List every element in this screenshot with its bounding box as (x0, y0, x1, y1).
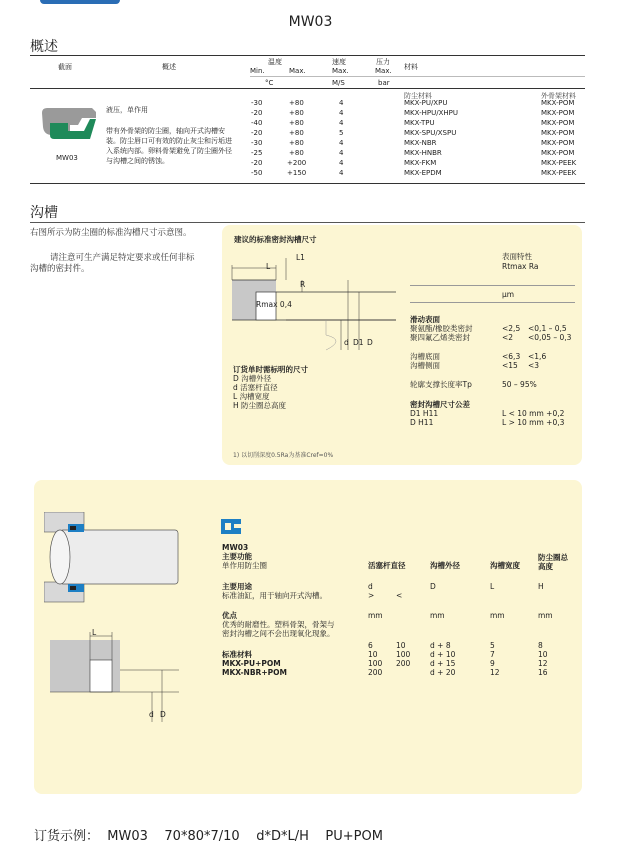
row-frame: MKX-POM (541, 119, 575, 127)
tol-row-label: D1 H11 (410, 409, 439, 418)
size-H: 12 (538, 659, 548, 668)
row-speed: 4 (339, 109, 344, 117)
material-1: MKX-PU+POM (222, 659, 281, 668)
dim-R: R (300, 280, 306, 289)
groove-row-label: 沟槽底面 (410, 352, 440, 361)
unit-mm-width: mm (490, 611, 505, 620)
advantages-line1: 优秀的耐磨性。塑料骨架，骨架与 (222, 620, 335, 629)
slide-row-label: 聚氨酯/橡胶类密封 (410, 324, 473, 333)
size-L: 9 (490, 659, 495, 668)
material-2: MKX-NBR+POM (222, 668, 287, 677)
row-min: -30 (251, 139, 263, 147)
unit-pressure: bar (378, 79, 390, 87)
row-max: +80 (289, 139, 304, 147)
surface-params: Rtmax Ra (502, 262, 539, 271)
row-speed: 5 (339, 129, 344, 137)
top-accent-bar (40, 0, 120, 4)
overview-long: 带有外骨架的防尘圈，轴向开式沟槽安装。防尘唇口可有效的防止灰尘和污垢进入系统内部。卵料骨架避免了防尘圈外径与沟槽之间的锈蚀。 (106, 127, 232, 165)
header-material: 材料 (404, 63, 418, 71)
col-rod-diameter: 活塞杆直径 (368, 561, 406, 570)
row-dust: MKX-HPU/XHPU (404, 109, 458, 117)
groove-row-rt: <6,3 (502, 352, 521, 361)
row-speed: 4 (339, 149, 344, 157)
order-dim-item: L 沟槽宽度 (233, 392, 270, 401)
dim-D1: D1 (353, 338, 364, 347)
row-frame: MKX-POM (541, 109, 575, 117)
dim-Rmax: Rmax 0,4 (256, 300, 292, 309)
header-pressure-max: Max. (375, 67, 392, 75)
overview-short: 液压，单作用 (106, 106, 148, 114)
groove-row-ra: <1,6 (528, 352, 547, 361)
row-dust: MKX-FKM (404, 159, 437, 167)
row-min: -25 (251, 149, 263, 157)
size-H: 10 (538, 650, 548, 659)
groove-footnote: 1) 以切削深度0.5Ra为基准Cref=0% (233, 452, 334, 459)
row-dust: MKX-TPU (404, 119, 435, 127)
groove-intro-1: 右图所示为防尘圈的标准沟槽尺寸示意图。 (30, 228, 192, 238)
groove-intro-2: 请注意可生产满足特定要求或任何非标沟槽的密封件。 (30, 253, 195, 274)
section2-rule (30, 222, 585, 223)
size-d-to: 10 (396, 641, 406, 650)
groove-diagram (226, 250, 406, 360)
row-dust: MKX-NBR (404, 139, 437, 147)
order-dim-item: H 防尘圈总高度 (233, 401, 287, 410)
row-speed: 4 (339, 139, 344, 147)
row-speed: 4 (339, 99, 344, 107)
order-example: 订货示例： MW03 70*80*7/10 d*D*L/H PU+POM (34, 829, 383, 844)
size-d-to: 100 (396, 650, 411, 659)
seal-profile-icon (220, 518, 242, 535)
header-speed-max: Max. (332, 67, 349, 75)
size-d-from: 10 (368, 650, 378, 659)
sym-L: L (490, 582, 495, 591)
row-max: +200 (287, 159, 307, 167)
row-dust: MKX-HNBR (404, 149, 442, 157)
standard-material-title: 标准材料 (222, 650, 252, 659)
sym-D: D (430, 582, 436, 591)
order-dim-item: D 沟槽外径 (233, 374, 272, 383)
surface-divider-2 (410, 302, 575, 303)
main-function: 单作用防尘圈 (222, 561, 267, 570)
main-function-title: 主要功能 (222, 552, 252, 561)
size-D: d + 20 (430, 668, 456, 677)
slide-row-ra: <0,05 – 0,3 (528, 333, 572, 342)
size-L: 12 (490, 668, 500, 677)
slide-row-label: 聚四氟乙烯类密封 (410, 333, 470, 342)
row-max: +80 (289, 99, 304, 107)
unit-mm-height: mm (538, 611, 553, 620)
col-seal-height: 防尘圈总高度 (538, 553, 568, 571)
header-section: 截面 (58, 63, 72, 71)
groove-row-rt: <15 (502, 361, 518, 370)
tol-row-value: L < 10 mm +0,2 (502, 409, 565, 418)
row-frame: MKX-PEEK (541, 169, 577, 177)
header-temp-max: Max. (289, 67, 306, 75)
sym-H: H (538, 582, 544, 591)
size-d-from: 6 (368, 641, 373, 650)
col-groove-outer: 沟槽外径 (430, 561, 460, 570)
tol-row-label: D H11 (410, 418, 434, 427)
row-speed: 4 (339, 169, 344, 177)
size-D: d + 8 (430, 641, 451, 650)
row-frame: MKX-POM (541, 129, 575, 137)
size-d-to: 200 (396, 659, 411, 668)
size-L: 5 (490, 641, 495, 650)
size-D: d + 15 (430, 659, 456, 668)
row-speed: 4 (339, 159, 344, 167)
tol-row-value: L > 10 mm +0,3 (502, 418, 565, 427)
size-H: 16 (538, 668, 548, 677)
row-min: -20 (251, 129, 263, 137)
use-title: 主要用途 (222, 582, 252, 591)
row-max: +80 (289, 129, 304, 137)
col-groove-width: 沟槽宽度 (490, 561, 520, 570)
row-min: -30 (251, 99, 263, 107)
use-text: 标准油缸，用于轴向开式沟槽。 (222, 591, 327, 600)
size-d-from: 200 (368, 668, 383, 677)
groove-row-ra: <3 (528, 361, 540, 370)
row-dust: MKX-SPU/XSPU (404, 129, 457, 137)
row-min: -20 (251, 109, 263, 117)
sym-lt: < (396, 591, 403, 600)
advantages-line2: 密封沟槽之间不会出现氧化现象。 (222, 629, 335, 638)
unit-speed: M/S (332, 79, 345, 87)
row-frame: MKX-POM (541, 99, 575, 107)
row-dust: MKX-EPDM (404, 169, 442, 177)
section2-heading: 沟槽 (30, 205, 58, 221)
slide-row-rt: <2 (502, 333, 514, 342)
row-min: -40 (251, 119, 263, 127)
slide-title: 滑动表面 (410, 315, 440, 324)
sym-gt: > (368, 591, 375, 600)
product-dim-D: D (160, 710, 166, 719)
header-pressure: 压力 (376, 58, 390, 66)
unit-mm-rod: mm (368, 611, 383, 620)
product-dim-L: L (92, 628, 97, 637)
page-title: MW03 (288, 14, 333, 30)
row-max: +80 (289, 149, 304, 157)
section1-bottom-rule (30, 183, 585, 184)
dim-D: D (367, 338, 373, 347)
dim-L1: L1 (296, 253, 305, 262)
slide-row-ra: <0,1 – 0,5 (528, 324, 567, 333)
row-frame: MKX-PEEK (541, 159, 577, 167)
header-speed: 速度 (332, 58, 346, 66)
size-d-from: 100 (368, 659, 383, 668)
unit-temp: °C (265, 79, 274, 87)
size-H: 8 (538, 641, 543, 650)
row-max: +150 (287, 169, 307, 177)
header-temp-min: Min. (250, 67, 265, 75)
section1-heading: 概述 (30, 39, 58, 55)
groove-panel-title: 建议的标准密封沟槽尺寸 (234, 235, 317, 244)
product-dim-d: d (149, 710, 154, 719)
row-min: -20 (251, 159, 263, 167)
tol-title: 密封沟槽尺寸公差 (410, 400, 470, 409)
product-model: MW03 (222, 543, 249, 552)
slide-row-rt: <2,5 (502, 324, 521, 333)
row-frame: MKX-POM (541, 139, 575, 147)
row-max: +80 (289, 109, 304, 117)
row-max: +80 (289, 119, 304, 127)
groove-row-label: 沟槽侧面 (410, 361, 440, 370)
unit-mm-outer: mm (430, 611, 445, 620)
row-dust: MKX-PU/XPU (404, 99, 448, 107)
dim-d: d (344, 338, 349, 347)
surface-title: 表面特性 (502, 252, 532, 261)
header-overview: 概述 (162, 63, 176, 71)
size-L: 7 (490, 650, 495, 659)
header-temp: 温度 (268, 58, 282, 66)
installed-seal-diagram (44, 512, 179, 607)
tp-value: 50 – 95% (502, 380, 537, 389)
section1-top-rule (30, 55, 585, 56)
sym-d: d (368, 582, 373, 591)
dim-L: L (266, 262, 271, 271)
row-speed: 4 (339, 119, 344, 127)
surface-divider (410, 285, 575, 286)
section1-model-label: MW03 (56, 154, 78, 162)
header-bottom-rule (30, 88, 585, 89)
order-dim-item: d 活塞杆直径 (233, 383, 278, 392)
row-frame: MKX-POM (541, 149, 575, 157)
mat-dust-label: 防尘材料 (404, 92, 432, 100)
row-min: -50 (251, 169, 263, 177)
advantages-title: 优点 (222, 611, 237, 620)
tp-label: 轮廓支撑长度率Tp (410, 380, 472, 389)
surface-unit: μm (502, 290, 515, 299)
size-D: d + 10 (430, 650, 456, 659)
header-divider (250, 76, 585, 77)
seal-cross-section-icon (40, 105, 98, 145)
order-dims-title: 订货单时需标明的尺寸 (233, 365, 308, 374)
mat-frame-label: 外骨架材料 (541, 92, 576, 100)
